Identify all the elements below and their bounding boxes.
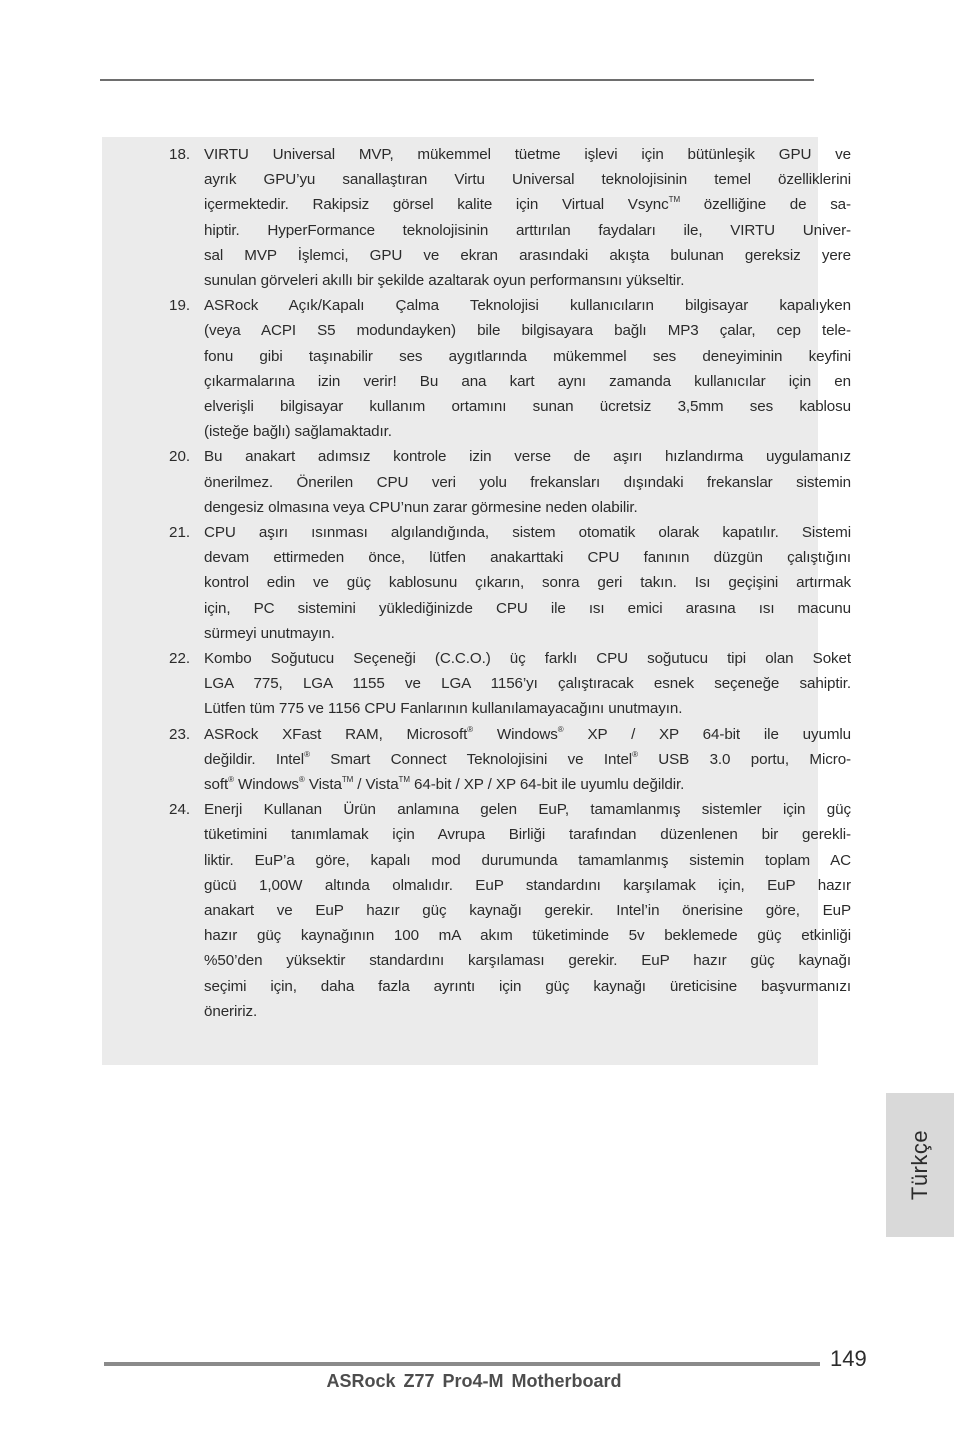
note-text-segment: (veya ACPI S5 modundayken) bile bilgisayara bağlı MP3 çalar, cep tele- (204, 322, 851, 340)
note-text-line (204, 545, 851, 570)
note-text-segment: dengesiz olmasına veya CPU’nun zarar görmesine neden olabilir. (204, 498, 638, 516)
note-text-segment: gücü 1,00W altında olmalıdır. EuP standardını karşılamak için, EuP hazır (204, 876, 851, 894)
note-text-segment: Windows (233, 775, 299, 793)
note-text-segment: Smart Connect Teknolojisini ve Intel (309, 750, 633, 768)
note-superscript: TM (398, 774, 410, 784)
note-superscript: ® (557, 724, 564, 734)
note-text-segment: elverişli bilgisayar kullanım ortamını sunan ücretsiz 3,5mm ses kablosu (204, 397, 851, 415)
note-number: 19. (169, 297, 191, 315)
note-text-line (204, 318, 851, 343)
note-item (102, 520, 851, 646)
note-item (102, 797, 851, 1024)
note-text-line (204, 797, 851, 822)
note-text-segment: özelliğine de sa- (680, 196, 851, 214)
note-text-line (204, 520, 851, 545)
note-number: 22. (169, 650, 191, 667)
note-superscript: TM (341, 774, 354, 784)
note-text-segment: tüketimini tanımlamak için Avrupa Birliği tarafından düzenlenen bir gerekli- (204, 826, 851, 844)
note-superscript: ® (467, 724, 474, 734)
note-text-line (204, 243, 851, 268)
note-number: 24. (169, 801, 191, 819)
note-text-line (204, 394, 851, 419)
note-text-segment: öneririz. (204, 1002, 258, 1020)
note-number: 21. (169, 524, 191, 541)
note-text-segment: içermektedir. Rakipsiz görsel kalite için Virtual Vsync (204, 196, 669, 214)
note-text-segment: Kombo Soğutucu Seçeneği (C.C.O.) üç farklı CPU soğutucu tipi olan Soket (204, 650, 851, 667)
note-text-line (204, 873, 851, 898)
note-number: 23. (169, 725, 191, 743)
note-superscript: ® (304, 749, 310, 759)
note-text-line (204, 268, 851, 293)
note-text-segment: Bu anakart adımsız kontrole izin verse de aşırı hızlandırma uygulamanız (204, 448, 851, 466)
note-text-segment: ASRock Açık/Kapalı Çalma Teknolojisi kullanıcıların bilgisayar kapalıyken (204, 297, 851, 315)
note-text-segment: Lütfen tüm 775 ve 1156 CPU Fanlarının kullanılamayacağını unutmayın. (204, 700, 683, 718)
note-text-segment: Windows (473, 725, 558, 743)
note-text-line (204, 948, 851, 973)
note-text-segment: Vista (304, 775, 342, 793)
note-text-line (204, 596, 851, 621)
note-text-segment: LGA 775, LGA 1155 ve LGA 1156’yı çalıştıracak esnek seçeneğe sahiptir. (204, 675, 851, 693)
note-text-segment: ASRock XFast RAM, Microsoft (204, 725, 468, 743)
note-text-line (204, 344, 851, 369)
note-text-segment: liktir. EuP’a göre, kapalı mod durumunda tamamlanmış sistemin toplam AC (204, 851, 851, 869)
note-text-segment: önerilmez. Önerilen CPU veri yolu frekansları dışındaki frekanslar sistemin (204, 473, 851, 491)
note-text-line (204, 444, 851, 469)
note-text-line (204, 772, 851, 797)
note-text-line (204, 646, 851, 671)
note-text-segment: %50’den yüksektir standardını karşılaması gerekir. EuP hazır güç kaynağı (204, 952, 851, 970)
note-text-line (204, 848, 851, 873)
note-text-line (204, 923, 851, 948)
note-text-line (204, 898, 851, 923)
note-text-line (204, 142, 851, 167)
note-text-line (204, 293, 851, 318)
footer-title: ASRock Z77 Pro4-M Motherboard (326, 1371, 622, 1391)
note-item (102, 722, 851, 798)
note-text-segment: ayrık GPU’yu sanallaştıran Virtu Universal teknolojisinin temel özelliklerini (204, 171, 851, 189)
note-number: 20. (169, 448, 191, 466)
note-text-segment: sürmeyi unutmayın. (204, 624, 335, 642)
note-item (102, 293, 851, 444)
note-text-line (204, 671, 851, 696)
note-text-line (204, 167, 851, 192)
note-superscript: ® (632, 749, 638, 759)
note-text-segment: fonu gibi taşınabilir ses aygıtlarında mükemmel ses deneyiminin keyfini (204, 347, 851, 365)
page-number: 149 (830, 1346, 867, 1371)
note-superscript: TM (668, 195, 681, 205)
note-text-segment: seçimi için, daha fazla ayrıntı için güç kaynağı üreticisine başvurmanızı (204, 977, 851, 995)
note-text-line (204, 722, 851, 747)
note-text-segment: USB 3.0 portu, Micro- (637, 750, 851, 768)
note-number: 18. (169, 146, 191, 163)
note-text-segment: CPU aşırı ısınması algılandığında, sistem otomatik olarak kapatılır. Sistemi (204, 524, 851, 541)
note-text-line (204, 999, 851, 1024)
note-text-segment: çıkarmalarına izin verir! Bu ana kart aynı zamanda kullanıcılar için en (204, 372, 851, 390)
note-text-line (204, 470, 851, 495)
note-text-line (204, 192, 851, 217)
note-superscript: ® (298, 774, 305, 784)
note-item (102, 142, 851, 293)
note-text-segment: Enerji Kullanan Ürün anlamına gelen EuP, tamamlanmış sistemler için güç (204, 801, 851, 819)
note-item (102, 646, 851, 722)
footer-rule (104, 1362, 820, 1366)
note-text-line (204, 369, 851, 394)
note-text-segment: için, PC sistemini yüklediğinizde CPU ile ısı emici arasına ısı macunu (204, 599, 851, 617)
language-tab-label: Türkçe (907, 1129, 932, 1201)
note-text-segment: / Vista (353, 775, 399, 793)
language-tab (886, 1093, 954, 1237)
note-item (102, 444, 851, 520)
note-superscript: ® (228, 774, 234, 784)
note-text-segment: sal MVP İşlemci, GPU ve ekran arasındaki akışta bulunan gereksiz yere (204, 246, 851, 264)
note-text-segment: anakart ve EuP hazır güç kaynağı gerekir. Intel’in önerisine göre, EuP (204, 901, 851, 919)
note-text-segment: kontrol edin ve güç kablosunu çıkarın, sonra geri takın. Isı geçişini artırmak (204, 574, 851, 592)
note-text-line (204, 218, 851, 243)
note-text-segment: sunulan görveleri akıllı bir şekilde azaltarak oyun performansını yükseltir. (204, 272, 685, 289)
note-text-line (204, 747, 851, 772)
note-text-line (204, 419, 851, 444)
note-text-segment: hazır güç kaynağının 100 mA akım tüketiminde 5v beklemede güç etkinliği (204, 927, 851, 945)
note-text-line (204, 570, 851, 595)
note-text-line (204, 822, 851, 847)
note-text-segment: VIRTU Universal MVP, mükemmel tüetme işlevi için bütünleşik GPU ve (204, 146, 851, 163)
note-text-line (204, 974, 851, 999)
note-text-segment: devam ettirmeden önce, lütfen anakarttaki CPU fanının düzgün çalıştığını (204, 549, 851, 567)
note-text-line (204, 696, 851, 721)
note-text-line (204, 621, 851, 646)
note-text-segment: (isteğe bağlı) sağlamaktadır. (204, 423, 392, 441)
notes-box (102, 137, 851, 1065)
note-text-segment: XP / XP 64-bit ile uyumlu (563, 725, 851, 743)
note-text-segment: 64-bit / XP / XP 64-bit ile uyumlu değildir. (409, 775, 685, 793)
note-text-line (204, 495, 851, 520)
note-text-segment: hiptir. HyperFormance teknolojisinin arttırılan faydaları ile, VIRTU Univer- (204, 221, 851, 239)
top-rule (100, 79, 814, 81)
note-text-segment: soft (204, 775, 229, 793)
note-text-segment: değildir. Intel (204, 750, 305, 768)
